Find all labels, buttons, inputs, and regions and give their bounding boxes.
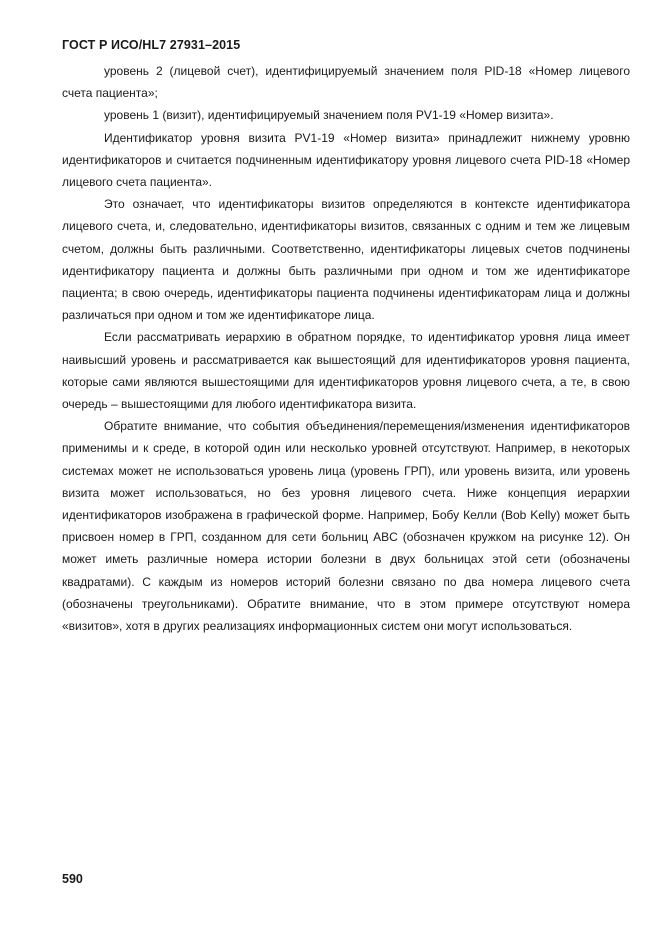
paragraph-level-1: уровень 1 (визит), идентифицируемый значением поля PV1-19 «Номер визита». [104, 108, 554, 123]
paragraph-level-2: уровень 2 (лицевой счет), идентифицируемый значением поля PID-18 «Номер лицевого счета пациента»; [62, 64, 630, 101]
document-body [62, 60, 630, 637]
paragraph-visit-identifier: Идентификатор уровня визита PV1-19 «Номер визита» принадлежит нижнему уровню идентификаторов и считается подчиненным идентификатору уровня лицевого счета PID-18 «Номер лицевого счета пациента». [62, 130, 630, 190]
paragraph-reverse-hierarchy: Если рассматривать иерархию в обратном порядке, то идентификатор уровня лица имеет наивысший уровень и рассматривается как вышестоящий для идентификаторов уровня пациента, которые сами являются вышестоящими для идентификаторов уровня лицевого счета, а те, в свою очередь – вышестоящими для любого идентификатора визита. [62, 330, 630, 412]
document-header: ГОСТ Р ИСО/HL7 27931–2015 [62, 38, 241, 52]
page-number: 590 [62, 872, 83, 886]
paragraph-merge-events: Обратите внимание, что события объединения/перемещения/изменения идентификаторов применимы и к среде, в которой один или несколько уровней отсутствуют. Например, в некоторых системах может не использоваться уровень лица (уровень ГРП), или уровень визита, или уровень визита может использоваться, но без уровня лицевого счета. Ниже концепция иерархии идентификаторов изображена в графической форме. Например, Бобу Келли (Bob Kelly) может быть присвоен номер в ГРП, созданном для сети больниц ABC (обозначен кружком на рисунке 12). Он может иметь различные номера истории болезни в двух больницах этой сети (обозначены квадратами). С каждым из номеров историй болезни связано по два номера лицевого счета (обозначены треугольниками). Обратите внимание, что в этом примере отсутствуют номера «визитов», хотя в других реализациях информационных систем они могут использоваться. [62, 419, 630, 634]
paragraph-identifier-context: Это означает, что идентификаторы визитов определяются в контексте идентификатора лицевого счета, и, следовательно, идентификаторы визитов, связанных с одним и тем же лицевым счетом, должны быть различными. Соответственно, идентификаторы лицевых счетов подчинены идентификатору пациента и должны быть различными при одном и том же идентификаторе пациента; в свою очередь, идентификаторы пациента подчинены идентификаторам лица и должны различаться при одном и том же идентификаторе лица. [62, 197, 630, 323]
